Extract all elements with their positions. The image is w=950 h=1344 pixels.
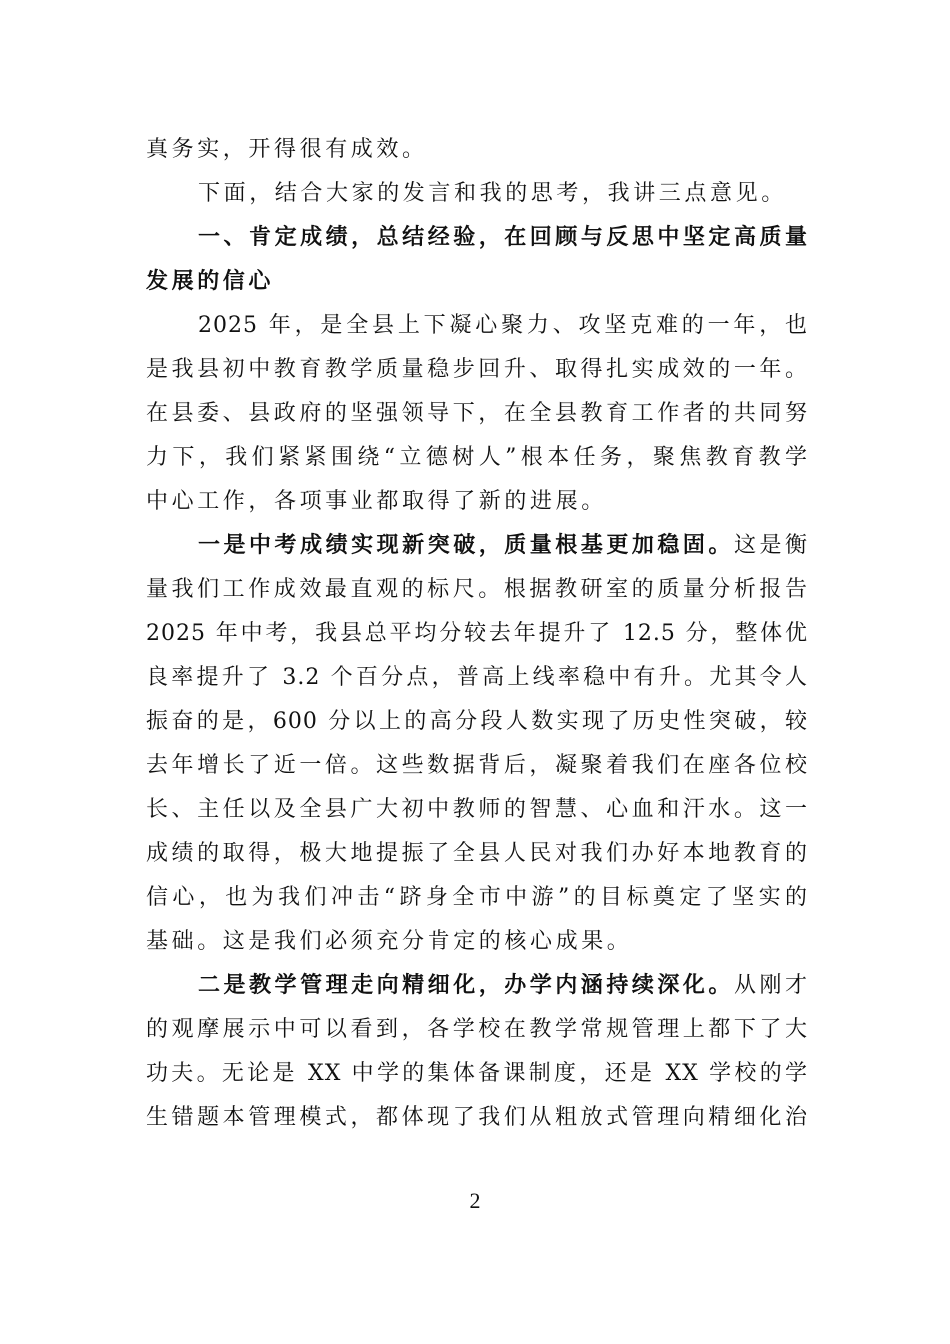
paragraph-point-1-line: 2025 年中考，我县总平均分较去年提升了 12.5 分，整体优 <box>146 621 808 646</box>
paragraph-point-1-line: 基础。这是我们必须充分肯定的核心成果。 <box>146 929 633 954</box>
paragraph-continuation: 真务实，开得很有成效。 <box>146 137 428 162</box>
paragraph-overview-line: 在县委、县政府的坚强领导下，在全县教育工作者的共同努 <box>146 401 808 426</box>
paragraph-point-1-line: 振奋的是，600 分以上的高分段人数实现了历史性突破，较 <box>146 709 808 734</box>
point-1-bold-lead: 一是中考成绩实现新突破，质量根基更加稳固。 <box>198 533 734 558</box>
paragraph-point-1-lead <box>146 524 808 568</box>
paragraph-overview-line: 是我县初中教育教学质量稳步回升、取得扎实成效的一年。 <box>146 357 808 382</box>
page-number: 2 <box>469 1188 481 1213</box>
paragraph-point-1-line: 长、主任以及全县广大初中教师的智慧、心血和汗水。这一 <box>146 797 808 822</box>
paragraph-overview-line: 力下，我们紧紧围绕“立德树人”根本任务，聚焦教育教学 <box>146 445 808 470</box>
point-2-lead-rest: 从刚才 <box>733 973 808 998</box>
paragraph-point-2-line: 功夫。无论是 XX 中学的集体备课制度，还是 XX 学校的学 <box>146 1061 808 1086</box>
paragraph-point-2-line: 生错题本管理模式，都体现了我们从粗放式管理向精细化治 <box>146 1105 808 1130</box>
section-heading-1-line-1: 一、肯定成绩，总结经验，在回顾与反思中坚定高质量 <box>198 225 808 250</box>
paragraph-point-1-line: 量我们工作成效最直观的标尺。根据教研室的质量分析报告 <box>146 577 808 602</box>
point-2-bold-lead: 二是教学管理走向精细化，办学内涵持续深化。 <box>198 973 734 998</box>
paragraph-point-1-line: 良率提升了 3.2 个百分点，普高上线率稳中有升。尤其令人 <box>146 665 808 690</box>
paragraph-point-2-lead <box>146 964 808 1008</box>
point-1-lead-rest: 这是衡 <box>733 533 808 558</box>
paragraph-point-1-line: 成绩的取得，极大地提振了全县人民对我们办好本地教育的 <box>146 841 808 866</box>
paragraph-overview-line: 中心工作，各项事业都取得了新的进展。 <box>146 489 607 514</box>
paragraph-intro: 下面，结合大家的发言和我的思考，我讲三点意见。 <box>198 181 787 206</box>
paragraph-point-1-line: 信心，也为我们冲击“跻身全市中游”的目标奠定了坚实的 <box>146 885 808 910</box>
paragraph-point-2-line: 的观摩展示中可以看到，各学校在教学常规管理上都下了大 <box>146 1017 808 1042</box>
document-body <box>146 128 808 1140</box>
paragraph-overview-line: 2025 年，是全县上下凝心聚力、攻坚克难的一年，也 <box>198 313 808 338</box>
section-heading-1-line-2: 发展的信心 <box>146 269 275 294</box>
paragraph-point-1-line: 去年增长了近一倍。这些数据背后，凝聚着我们在座各位校 <box>146 753 808 778</box>
